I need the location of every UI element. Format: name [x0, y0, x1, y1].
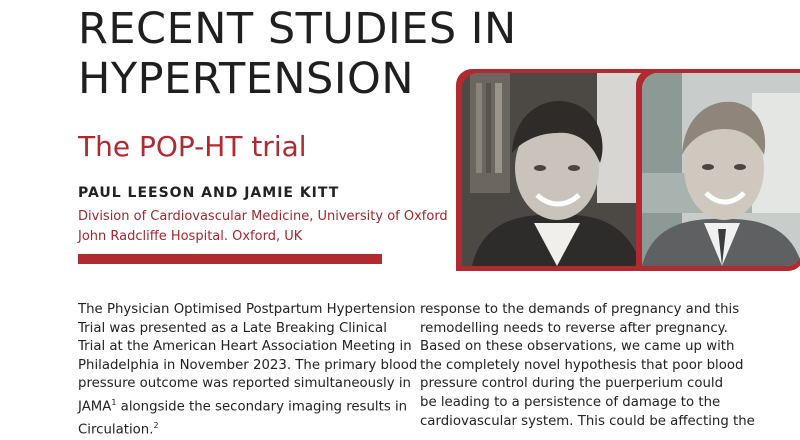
reference-2: 2 — [153, 420, 159, 430]
portrait-paul-leeson — [462, 73, 648, 266]
body-line — [78, 394, 408, 417]
body-line: Based on these observations, we came up with — [420, 339, 735, 355]
body-line: Trial at the American Heart Association Meeting in — [78, 339, 412, 355]
jama-rest-text: alongside the secondary imaging results in — [116, 399, 408, 415]
portrait-jamie-kitt — [642, 73, 800, 266]
body-line: the completely novel hypothesis that poor blood — [420, 357, 744, 373]
reference-1: 1 — [111, 397, 117, 407]
body-column-left — [78, 301, 418, 440]
affiliation-line-1: Division of Cardiovascular Medicine, University of Oxford — [78, 209, 448, 224]
circulation-text: Circulation. — [78, 422, 154, 438]
title-line-2: HYPERTENSION — [78, 54, 415, 104]
body-line: response to the demands of pregnancy and this — [420, 302, 740, 317]
jama-text: JAMA — [78, 399, 112, 415]
body-line: The Physician Optimised Postpartum Hypertension — [78, 302, 416, 317]
affiliation-line-2: John Radcliffe Hospital. Oxford, UK — [78, 229, 303, 244]
body-column-right — [420, 301, 755, 431]
accent-divider-bar — [78, 254, 382, 264]
body-line — [78, 417, 388, 440]
body-line: Philadelphia in November 2023. The primary blood — [78, 357, 418, 373]
article-title — [78, 4, 517, 104]
body-line: Trial was presented as a Late Breaking Clinical — [78, 320, 387, 336]
body-line: remodelling needs to reverse after pregnancy. — [420, 320, 728, 336]
body-line: cardiovascular system. This could be affecting the — [420, 413, 755, 429]
article-subtitle: The POP-HT trial — [78, 130, 307, 163]
author-names: PAUL LEESON AND JAMIE KITT — [78, 185, 340, 201]
body-line: pressure control during the puerperium could — [420, 376, 724, 392]
title-line-1: RECENT STUDIES IN — [78, 4, 517, 54]
body-line: pressure outcome was reported simultaneously in — [78, 376, 411, 392]
body-line: be leading to a persistence of damage to the — [420, 394, 721, 410]
